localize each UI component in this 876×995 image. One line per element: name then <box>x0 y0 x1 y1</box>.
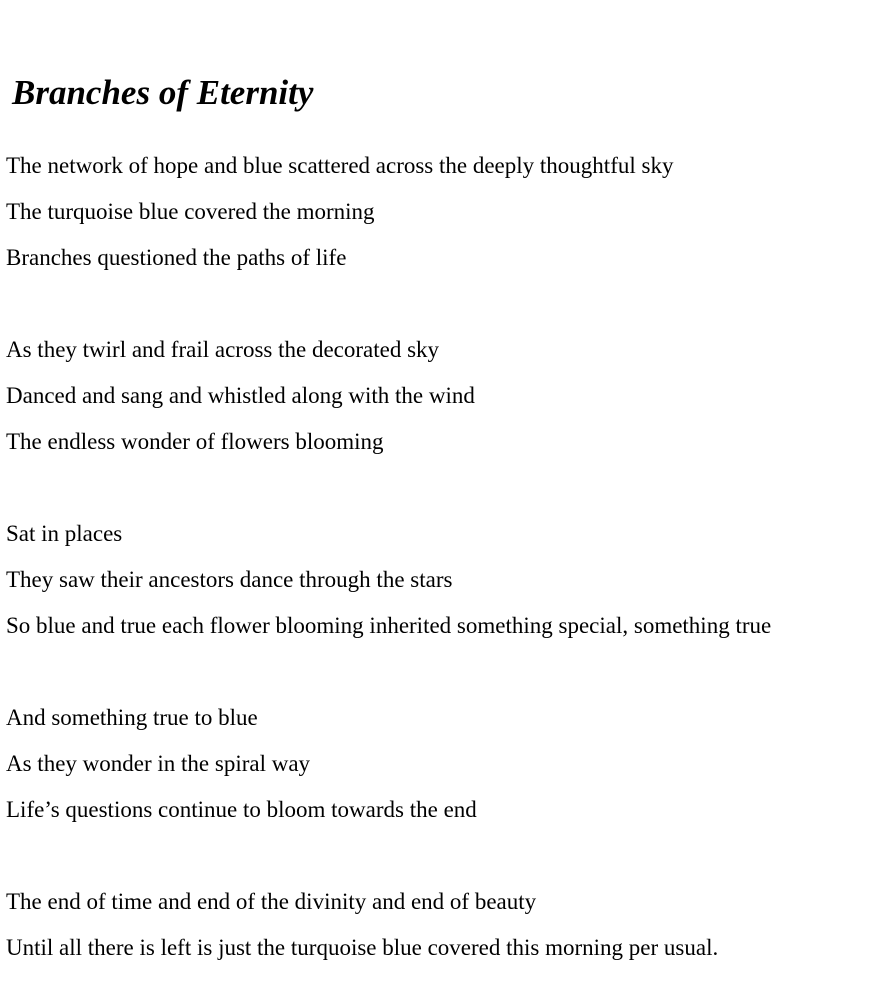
stanza-break <box>6 473 771 519</box>
poem-line: Until all there is left is just the turquoise blue covered this morning per usual. <box>6 935 719 960</box>
stanza-5 <box>6 887 771 963</box>
stanza-break <box>6 841 771 887</box>
poem-line: As they wonder in the spiral way <box>6 751 311 776</box>
poem-line: Danced and sang and whistled along with the wind <box>6 383 475 408</box>
poem-line: Sat in places <box>6 521 123 546</box>
poem-line: Branches questioned the paths of life <box>6 245 347 270</box>
poem-line: The network of hope and blue scattered across the deeply thoughtful sky <box>6 153 674 178</box>
poem-line: As they twirl and frail across the decorated sky <box>6 337 440 362</box>
poem-body <box>6 151 771 979</box>
stanza-4 <box>6 703 771 825</box>
poem-line: They saw their ancestors dance through the stars <box>6 567 453 592</box>
poem-line: The end of time and end of the divinity and end of beauty <box>6 889 537 914</box>
poem-title: Branches of Eternity <box>12 73 314 112</box>
stanza-break <box>6 289 771 335</box>
poem-line: So blue and true each flower blooming inherited something special, something true <box>6 613 772 638</box>
poem-line: The endless wonder of flowers blooming <box>6 429 384 454</box>
poem-line: Life’s questions continue to bloom towards the end <box>6 797 477 822</box>
stanza-2 <box>6 335 771 457</box>
stanza-3 <box>6 519 771 641</box>
poem-line: The turquoise blue covered the morning <box>6 199 375 224</box>
stanza-break <box>6 657 771 703</box>
stanza-1 <box>6 151 771 273</box>
poem-line: And something true to blue <box>6 705 258 730</box>
